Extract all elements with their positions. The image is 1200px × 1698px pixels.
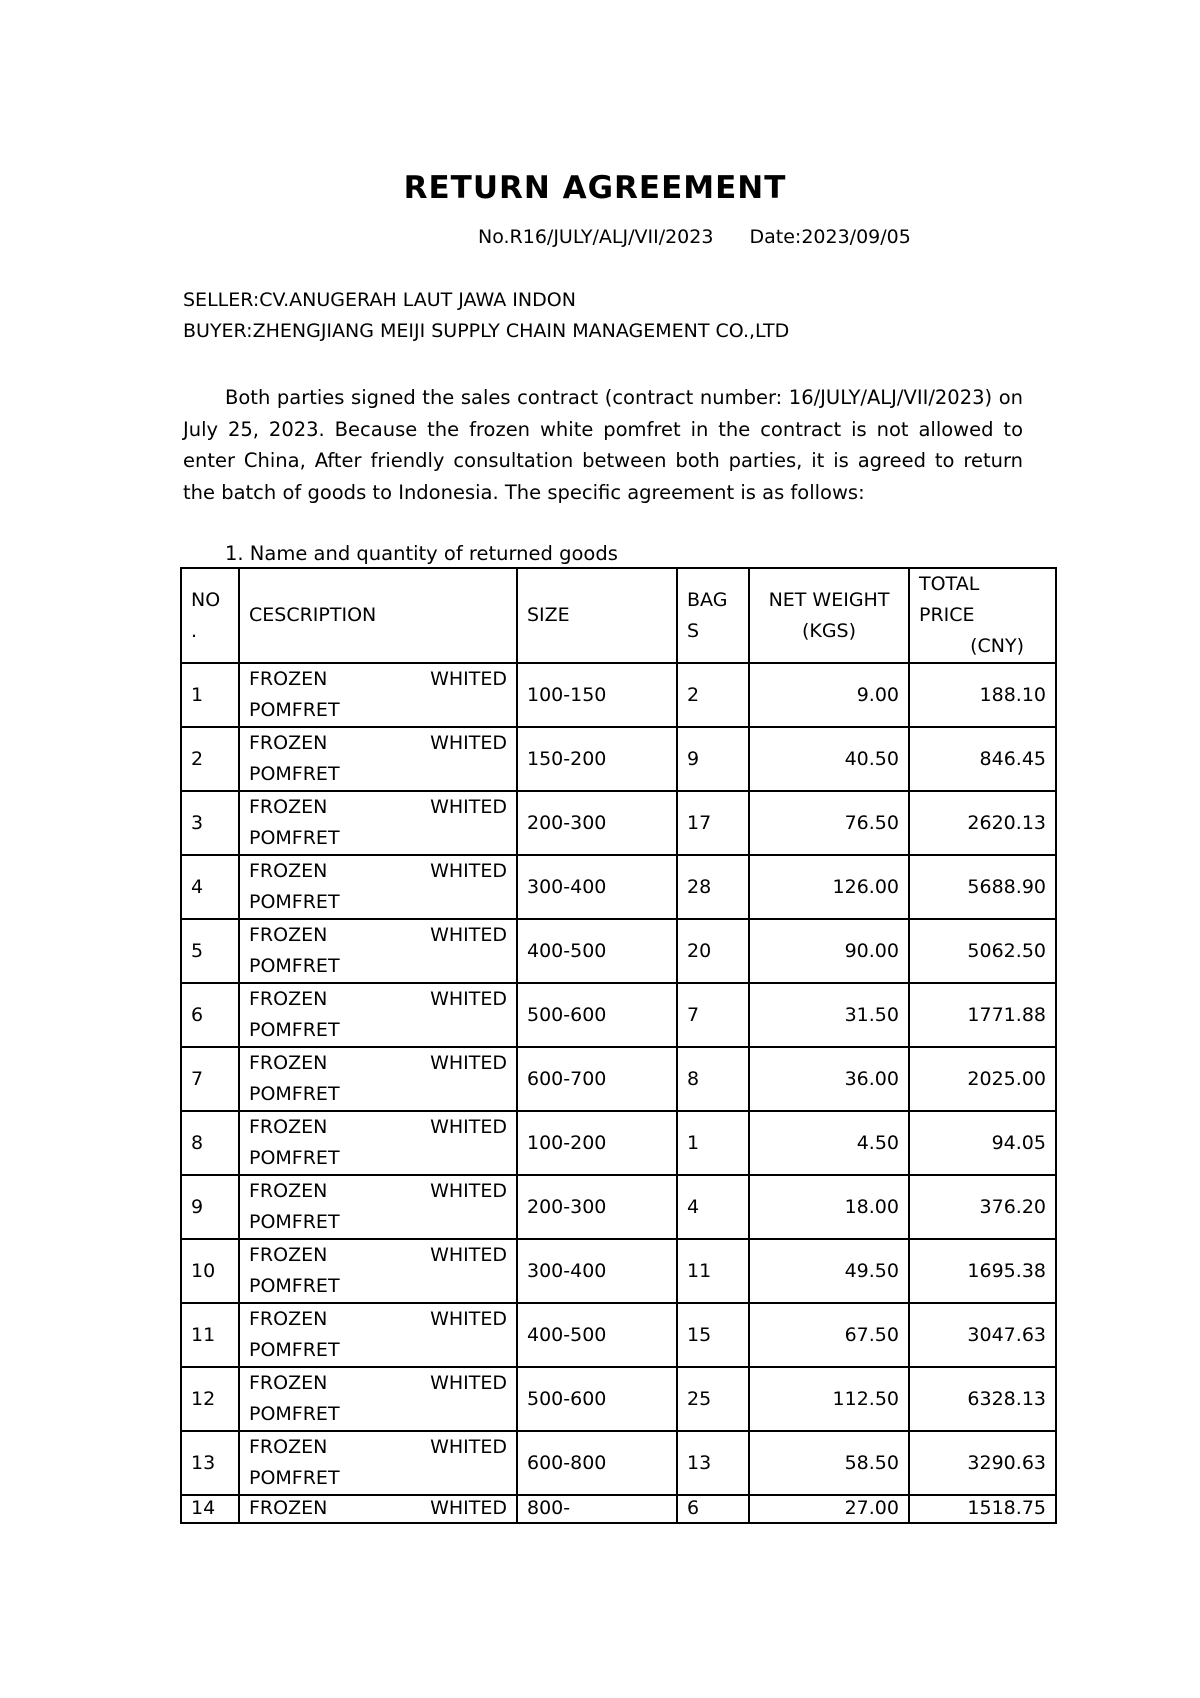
description-word-1: FROZEN: [249, 1180, 328, 1202]
header-bags: [677, 568, 749, 663]
description-word-2: WHITED: [430, 1180, 507, 1202]
goods-table: [180, 567, 1057, 1524]
header-no-line1: NO: [191, 588, 221, 611]
agreement-paragraph: Both parties signed the sales contract (contract number: 16/JULY/ALJ/VII/2023) on July 25, 2023. Because the frozen white pomfret in the contract is not allowed to enter China, After friendly consultation between both parties, it is agreed to return the batch of goods to Indonesia. The specific agreement is as follows:: [183, 386, 1023, 504]
cell-no: 9: [181, 1175, 239, 1239]
cell-no: 8: [181, 1111, 239, 1175]
description-word-3: POMFRET: [249, 1403, 340, 1425]
description-word-3: POMFRET: [249, 1275, 340, 1297]
description-word-2: WHITED: [430, 1308, 507, 1330]
cell-no: 7: [181, 1047, 239, 1111]
cell-total-price: 94.05: [909, 1111, 1056, 1175]
header-price-line2: PRICE: [919, 604, 975, 626]
cell-description: [239, 855, 517, 919]
cell-size: 400-500: [517, 919, 677, 983]
description-word-1: FROZEN: [249, 1116, 328, 1138]
cell-bags: 2: [677, 663, 749, 727]
description-word-2: WHITED: [430, 988, 507, 1010]
table-row: [181, 1047, 1056, 1111]
cell-bags: 15: [677, 1303, 749, 1367]
description-word-1: FROZEN: [249, 1372, 328, 1394]
table-row: [181, 1239, 1056, 1303]
cell-net-weight: 4.50: [749, 1111, 909, 1175]
buyer-line: BUYER:ZHENGJIANG MEIJI SUPPLY CHAIN MANAGEMENT CO.,LTD: [183, 320, 790, 342]
cell-total-price: 3047.63: [909, 1303, 1056, 1367]
cell-description: [239, 983, 517, 1047]
cell-no: 5: [181, 919, 239, 983]
cell-description: [239, 1047, 517, 1111]
cell-net-weight: 76.50: [749, 791, 909, 855]
cell-net-weight: 27.00: [749, 1495, 909, 1523]
goods-table-body: [181, 663, 1056, 1523]
cell-description: [239, 1431, 517, 1495]
cell-net-weight: 40.50: [749, 727, 909, 791]
cell-description: [239, 919, 517, 983]
cell-size: 600-800: [517, 1431, 677, 1495]
cell-size: 400-500: [517, 1303, 677, 1367]
description-line: [249, 1048, 507, 1079]
cell-total-price: 5688.90: [909, 855, 1056, 919]
cell-bags: 1: [677, 1111, 749, 1175]
cell-description: [239, 1367, 517, 1431]
description-line: [249, 1496, 507, 1520]
description-word-1: FROZEN: [249, 1308, 328, 1330]
cell-no: 12: [181, 1367, 239, 1431]
table-row: [181, 663, 1056, 727]
cell-description: [239, 727, 517, 791]
table-row: [181, 1367, 1056, 1431]
cell-no: 11: [181, 1303, 239, 1367]
description-word-3: POMFRET: [249, 1211, 340, 1233]
cell-size: 500-600: [517, 1367, 677, 1431]
description-line: [249, 984, 507, 1015]
cell-no: 13: [181, 1431, 239, 1495]
cell-size: 800-: [517, 1495, 677, 1523]
cell-total-price: 5062.50: [909, 919, 1056, 983]
table-row: [181, 1303, 1056, 1367]
description-line: [249, 1432, 507, 1463]
header-total-price: [909, 568, 1056, 663]
description-word-2: WHITED: [430, 796, 507, 818]
cell-description: [239, 1175, 517, 1239]
table-row: [181, 1431, 1056, 1495]
description-line: [249, 856, 507, 887]
description-word-1: FROZEN: [249, 732, 328, 754]
cell-no: 4: [181, 855, 239, 919]
cell-bags: 11: [677, 1239, 749, 1303]
cell-description: [239, 1239, 517, 1303]
cell-no: 1: [181, 663, 239, 727]
cell-description: [239, 1303, 517, 1367]
table-row: [181, 1495, 1056, 1523]
cell-net-weight: 67.50: [749, 1303, 909, 1367]
table-row: [181, 919, 1056, 983]
cell-bags: 7: [677, 983, 749, 1047]
description-word-3: POMFRET: [249, 891, 340, 913]
description-line: [249, 728, 507, 759]
cell-net-weight: 9.00: [749, 663, 909, 727]
cell-net-weight: 112.50: [749, 1367, 909, 1431]
cell-description: [239, 663, 517, 727]
header-no-line2: .: [191, 619, 198, 642]
cell-total-price: 846.45: [909, 727, 1056, 791]
cell-bags: 6: [677, 1495, 749, 1523]
section-heading: 1. Name and quantity of returned goods: [225, 542, 618, 565]
description-word-2: WHITED: [430, 924, 507, 946]
description-word-1: FROZEN: [249, 924, 328, 946]
description-line: [249, 1176, 507, 1207]
description-word-1: FROZEN: [249, 860, 328, 882]
cell-no: 6: [181, 983, 239, 1047]
table-header-row: [181, 568, 1056, 663]
description-word-2: WHITED: [430, 1372, 507, 1394]
description-word-1: FROZEN: [249, 1497, 328, 1519]
table-row: [181, 855, 1056, 919]
description-line: [249, 1368, 507, 1399]
agreement-date: Date:2023/09/05: [749, 226, 911, 248]
cell-size: 500-600: [517, 983, 677, 1047]
cell-no: 10: [181, 1239, 239, 1303]
description-line: [249, 664, 507, 695]
cell-total-price: 376.20: [909, 1175, 1056, 1239]
header-no: [181, 568, 239, 663]
header-bags-line1: BAG: [687, 588, 728, 611]
cell-net-weight: 58.50: [749, 1431, 909, 1495]
cell-size: 200-300: [517, 791, 677, 855]
document-title: RETURN AGREEMENT: [403, 170, 787, 206]
header-bags-line2: S: [687, 619, 700, 642]
description-line: [249, 792, 507, 823]
header-net-weight: [749, 568, 909, 663]
description-word-2: WHITED: [430, 860, 507, 882]
table-row: [181, 791, 1056, 855]
cell-bags: 25: [677, 1367, 749, 1431]
agreement-number: No.R16/JULY/ALJ/VII/2023: [478, 226, 714, 248]
cell-total-price: 1695.38: [909, 1239, 1056, 1303]
description-word-3: POMFRET: [249, 1339, 340, 1361]
description-word-3: POMFRET: [249, 1019, 340, 1041]
cell-size: 200-300: [517, 1175, 677, 1239]
header-description: CESCRIPTION: [239, 568, 517, 663]
description-word-3: POMFRET: [249, 699, 340, 721]
cell-total-price: 1518.75: [909, 1495, 1056, 1523]
description-word-3: POMFRET: [249, 1083, 340, 1105]
cell-net-weight: 126.00: [749, 855, 909, 919]
cell-net-weight: 36.00: [749, 1047, 909, 1111]
cell-net-weight: 18.00: [749, 1175, 909, 1239]
cell-net-weight: 90.00: [749, 919, 909, 983]
cell-size: 150-200: [517, 727, 677, 791]
description-line: [249, 1112, 507, 1143]
cell-net-weight: 31.50: [749, 983, 909, 1047]
description-word-1: FROZEN: [249, 1052, 328, 1074]
cell-no: 2: [181, 727, 239, 791]
description-word-3: POMFRET: [249, 1147, 340, 1169]
description-word-2: WHITED: [430, 1244, 507, 1266]
cell-size: 100-150: [517, 663, 677, 727]
description-word-1: FROZEN: [249, 988, 328, 1010]
cell-bags: 28: [677, 855, 749, 919]
header-size: SIZE: [517, 568, 677, 663]
cell-total-price: 3290.63: [909, 1431, 1056, 1495]
cell-bags: 17: [677, 791, 749, 855]
table-row: [181, 1111, 1056, 1175]
description-line: [249, 920, 507, 951]
header-price-line1: TOTAL: [919, 573, 980, 595]
header-price-line3: (CNY): [970, 635, 1024, 657]
header-net-line2: (KGS): [801, 619, 857, 642]
description-word-2: WHITED: [430, 1052, 507, 1074]
description-word-2: WHITED: [430, 732, 507, 754]
table-row: [181, 983, 1056, 1047]
cell-total-price: 2025.00: [909, 1047, 1056, 1111]
description-word-2: WHITED: [430, 1116, 507, 1138]
cell-net-weight: 49.50: [749, 1239, 909, 1303]
description-line: [249, 1240, 507, 1271]
description-word-2: WHITED: [430, 1497, 507, 1519]
header-net-line1: NET WEIGHT: [768, 588, 890, 611]
cell-bags: 9: [677, 727, 749, 791]
cell-no: 3: [181, 791, 239, 855]
description-word-1: FROZEN: [249, 1436, 328, 1458]
table-row: [181, 727, 1056, 791]
cell-bags: 4: [677, 1175, 749, 1239]
description-line: [249, 1304, 507, 1335]
cell-total-price: 188.10: [909, 663, 1056, 727]
cell-total-price: 6328.13: [909, 1367, 1056, 1431]
cell-description: [239, 791, 517, 855]
cell-total-price: 1771.88: [909, 983, 1056, 1047]
description-word-2: WHITED: [430, 668, 507, 690]
cell-size: 100-200: [517, 1111, 677, 1175]
description-word-3: POMFRET: [249, 827, 340, 849]
cell-bags: 13: [677, 1431, 749, 1495]
seller-line: SELLER:CV.ANUGERAH LAUT JAWA INDON: [183, 289, 576, 311]
description-word-3: POMFRET: [249, 1467, 340, 1489]
description-word-3: POMFRET: [249, 763, 340, 785]
reference-line: [478, 226, 911, 248]
cell-size: 300-400: [517, 1239, 677, 1303]
cell-bags: 8: [677, 1047, 749, 1111]
description-word-3: POMFRET: [249, 955, 340, 977]
cell-size: 300-400: [517, 855, 677, 919]
cell-size: 600-700: [517, 1047, 677, 1111]
table-row: [181, 1175, 1056, 1239]
description-word-1: FROZEN: [249, 1244, 328, 1266]
cell-description: [239, 1495, 517, 1523]
description-word-1: FROZEN: [249, 668, 328, 690]
cell-bags: 20: [677, 919, 749, 983]
description-word-2: WHITED: [430, 1436, 507, 1458]
cell-description: [239, 1111, 517, 1175]
cell-total-price: 2620.13: [909, 791, 1056, 855]
cell-no: 14: [181, 1495, 239, 1523]
description-word-1: FROZEN: [249, 796, 328, 818]
